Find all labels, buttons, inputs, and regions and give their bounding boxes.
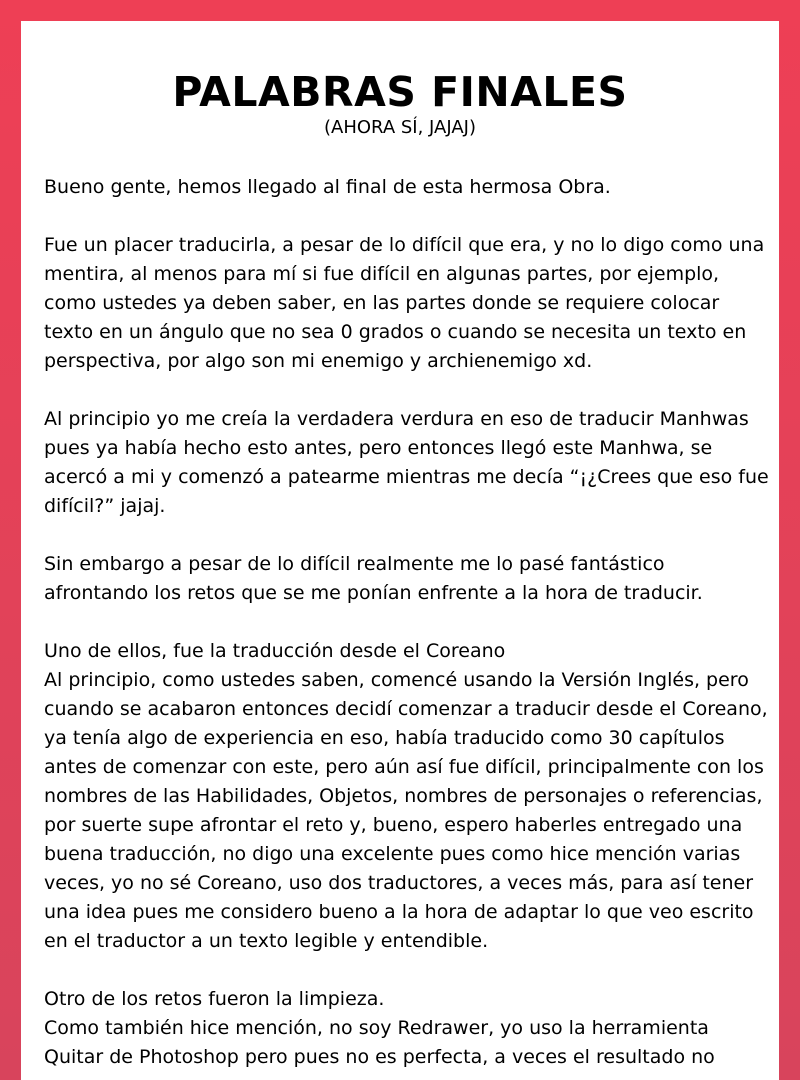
paragraph-korean-translation: Uno de ellos, fue la traducción desde el Coreano Al principio, como ustedes saben, comencé usando la Versión Inglés, pero cuando se acabaron entonces decidí comenzar a traducir desde el Coreano, ya tenía algo de experiencia en eso, había traducido como 30 capítulos antes de comenzar con este, pero aún así fue difícil, principalmente con los nombres de las Habilidades, Objetos, nombres de personajes o referencias, por suerte supe afrontar el reto y, bueno, espero haberles entregado una buena traducción, no digo una excelente pues como hice mención varias veces, yo no sé Coreano, uso dos traductores, a veces más, para así tener una idea pues me considero bueno a la hora de adaptar lo que veo escrito en el traductor a un texto legible y entendible.: [44, 640, 768, 952]
paragraph-greeting: Bueno gente, hemos llegado al final de esta hermosa Obra.: [44, 176, 611, 198]
paragraph-beginning: Al principio yo me creía la verdadera verdura en eso de traducir Manhwas pues ya había hecho esto antes, pero entonces llegó este Manhwa, se acercó a mi y comenzó a patearme mientras me decía “¡¿Crees que eso fue difícil?” jajaj.: [44, 408, 769, 517]
body-text: [44, 173, 772, 1080]
paragraph-enjoyment: Sin embargo a pesar de lo difícil realmente me lo pasé fantástico afrontando los retos que se me ponían enfrente a la hora de traducir.: [44, 553, 703, 604]
page-subtitle: (AHORA SÍ, JAJAJ): [324, 117, 476, 138]
paragraph-cleaning: Otro de los retos fueron la limpieza. Como también hice mención, no soy Redrawer, yo uso la herramienta Quitar de Photoshop pero pues no es perfecta, a veces el resultado no: [44, 988, 715, 1068]
paragraph-difficulty: Fue un placer traducirla, a pesar de lo difícil que era, y no lo digo como una mentira, al menos para mí si fue difícil en algunas partes, por ejemplo, como ustedes ya deben saber, en las partes donde se requiere colocar texto en un ángulo que no sea 0 grados o cuando se necesita un texto en perspectiva, por algo son mi enemigo y archienemigo xd.: [44, 234, 765, 372]
page-title: PALABRAS FINALES: [172, 68, 628, 116]
notes-page: [21, 21, 779, 1080]
